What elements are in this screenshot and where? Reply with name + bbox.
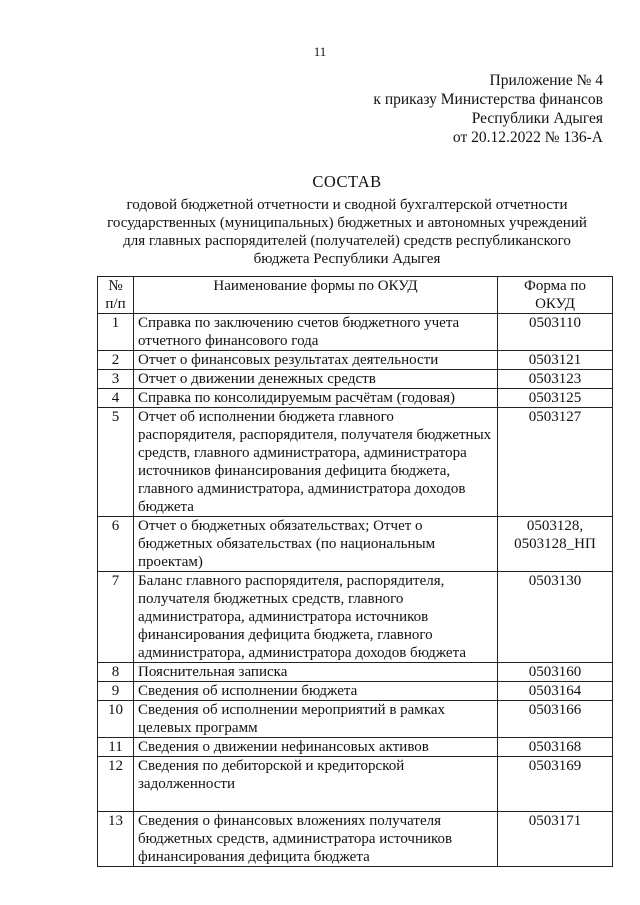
row-num: 6 (98, 517, 134, 572)
page-number: 11 (313, 44, 327, 59)
table-row (98, 757, 613, 812)
header-code-line: ОКУД (535, 296, 575, 312)
row-code: 0503125 (498, 389, 613, 408)
row-code: 0503169 (498, 757, 613, 812)
row-name: Справка по заключению счетов бюджетного учета отчетного финансового года (134, 314, 498, 351)
table-row (98, 572, 613, 663)
row-num: 11 (98, 738, 134, 757)
row-name: Сведения о финансовых вложениях получателя бюджетных средств, администратора источников финансирования дефицита бюджета (134, 812, 498, 867)
row-code: 0503128, 0503128_НП (498, 517, 613, 572)
row-name: Справка по консолидируемым расчётам (годовая) (134, 389, 498, 408)
row-num: 12 (98, 757, 134, 812)
row-name: Отчет о бюджетных обязательствах; Отчет о бюджетных обязательствах (по национальным проектам) (134, 517, 498, 572)
row-code: 0503168 (498, 738, 613, 757)
table-row (98, 682, 613, 701)
table-row (98, 408, 613, 517)
row-name: Сведения по дебиторской и кредиторской задолженности (134, 757, 498, 812)
row-code: 0503130 (498, 572, 613, 663)
row-num: 5 (98, 408, 134, 517)
header-num (98, 277, 134, 314)
table-row (98, 370, 613, 389)
row-code: 0503164 (498, 682, 613, 701)
table-row (98, 389, 613, 408)
table-row (98, 351, 613, 370)
appendix-line: Республики Адыгея (471, 110, 603, 127)
table-row (98, 517, 613, 572)
table-row (98, 663, 613, 682)
row-code: 0503127 (498, 408, 613, 517)
forms-table (97, 276, 613, 867)
appendix-line: к приказу Министерства финансов (373, 91, 603, 108)
row-code: 0503121 (498, 351, 613, 370)
row-num: 4 (98, 389, 134, 408)
row-name: Отчет об исполнении бюджета главного распорядителя, распорядителя, получателя бюджетных средств, главного администратора, администратора источников финансирования дефицита бюджета, главного администратора, администратора доходов бюджета (134, 408, 498, 517)
document-subtitle (60, 196, 634, 268)
header-num-line: № (108, 278, 123, 294)
table-row (98, 738, 613, 757)
table-row (98, 701, 613, 738)
row-num: 8 (98, 663, 134, 682)
subtitle-line: для главных распорядителей (получателей) средств республиканского (123, 233, 571, 249)
row-name: Пояснительная записка (134, 663, 498, 682)
row-code: 0503110 (498, 314, 613, 351)
row-num: 9 (98, 682, 134, 701)
row-num: 10 (98, 701, 134, 738)
subtitle-line: бюджета Республики Адыгея (253, 251, 441, 267)
row-num: 7 (98, 572, 134, 663)
row-num: 13 (98, 812, 134, 867)
header-num-line: п/п (105, 296, 126, 312)
subtitle-line: годовой бюджетной отчетности и сводной бухгалтерской отчетности (126, 197, 568, 213)
row-num: 1 (98, 314, 134, 351)
row-name: Сведения об исполнении бюджета (134, 682, 498, 701)
header-code (498, 277, 613, 314)
row-name: Отчет о движении денежных средств (134, 370, 498, 389)
header-name: Наименование формы по ОКУД (134, 277, 498, 314)
table-row (98, 812, 613, 867)
title-block (60, 172, 634, 268)
row-name: Баланс главного распорядителя, распорядителя, получателя бюджетных средств, главного администратора, администратора источников финансирования дефицита бюджета, главного администратора, администратора доходов бюджета (134, 572, 498, 663)
row-code: 0503171 (498, 812, 613, 867)
row-name: Сведения о движении нефинансовых активов (134, 738, 498, 757)
appendix-line: Приложение № 4 (489, 72, 603, 89)
appendix-header (373, 71, 603, 147)
row-code: 0503166 (498, 701, 613, 738)
row-num: 2 (98, 351, 134, 370)
row-code: 0503160 (498, 663, 613, 682)
row-name: Отчет о финансовых результатах деятельности (134, 351, 498, 370)
appendix-line: от 20.12.2022 № 136-А (452, 129, 603, 146)
header-code-line: Форма по (524, 278, 586, 294)
row-name: Сведения об исполнении мероприятий в рамках целевых программ (134, 701, 498, 738)
document-title: СОСТАВ (312, 172, 382, 191)
table-row (98, 314, 613, 351)
row-code: 0503123 (498, 370, 613, 389)
row-num: 3 (98, 370, 134, 389)
subtitle-line: государственных (муниципальных) бюджетных и автономных учреждений (107, 215, 587, 231)
table-header-row (98, 277, 613, 314)
